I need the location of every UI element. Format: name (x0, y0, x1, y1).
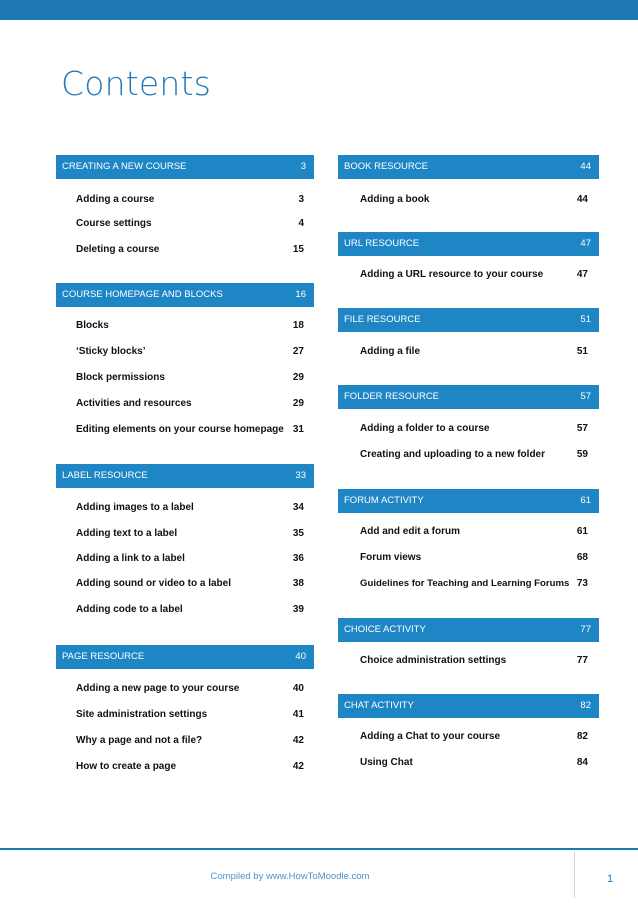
toc-entry[interactable] (56, 761, 314, 775)
toc-entry[interactable] (338, 423, 599, 437)
entry-label: Deleting a course (76, 244, 160, 255)
toc-entry[interactable] (56, 735, 314, 749)
toc-entry[interactable] (338, 655, 599, 669)
toc-entry[interactable] (56, 346, 314, 360)
toc-entry[interactable] (338, 346, 599, 360)
entry-label: Why a page and not a file? (76, 735, 203, 746)
entry-label: Site administration settings (76, 709, 208, 720)
entry-page: 15 (292, 244, 304, 255)
entry-label: Blocks (76, 320, 109, 331)
section-page: 61 (580, 495, 591, 506)
section-heading[interactable] (338, 694, 599, 718)
entry-page: 29 (292, 398, 304, 409)
entry-page: 31 (292, 424, 304, 435)
entry-label: Using Chat (360, 757, 413, 768)
section-title: CHOICE ACTIVITY (344, 624, 426, 635)
toc-entry[interactable] (56, 553, 314, 567)
footer-credit: Compiled by www.HowToMoodle.com (210, 871, 370, 882)
entry-label: Adding a new page to your course (76, 683, 240, 694)
section-heading[interactable] (338, 489, 599, 513)
section-page: 77 (580, 624, 591, 635)
entry-label: Adding a book (360, 194, 430, 205)
entry-page: 73 (576, 578, 588, 589)
toc-entry[interactable] (338, 194, 599, 208)
entry-label: Choice administration settings (360, 655, 507, 666)
section-title: FILE RESOURCE (344, 314, 421, 325)
toc-entry[interactable] (56, 398, 314, 412)
entry-page: 84 (576, 757, 588, 768)
entry-page: 34 (292, 502, 304, 513)
entry-label: Adding a Chat to your course (360, 731, 501, 742)
section-title: LABEL RESOURCE (62, 470, 148, 481)
entry-page: 40 (292, 683, 304, 694)
section-page: 44 (580, 161, 591, 172)
entry-page: 59 (576, 449, 588, 460)
entry-page: 51 (576, 346, 588, 357)
section-heading[interactable] (338, 618, 599, 642)
entry-page: 39 (292, 604, 304, 615)
entry-label: Course settings (76, 218, 152, 229)
entry-label: Forum views (360, 552, 422, 563)
section-title: COURSE HOMEPAGE AND BLOCKS (62, 289, 223, 300)
toc-entry[interactable] (56, 372, 314, 386)
footer-divider (574, 852, 575, 898)
entry-page: 57 (576, 423, 588, 434)
section-page: 3 (300, 161, 306, 172)
entry-label: Creating and uploading to a new folder (360, 449, 546, 460)
section-heading[interactable] (338, 385, 599, 409)
section-title: BOOK RESOURCE (344, 161, 428, 172)
toc-entry[interactable] (338, 526, 599, 540)
entry-label: Adding code to a label (76, 604, 183, 615)
entry-page: 18 (292, 320, 304, 331)
toc-entry[interactable] (56, 218, 314, 232)
entry-page: 41 (292, 709, 304, 720)
entry-label: Adding text to a label (76, 528, 178, 539)
entry-page: 27 (292, 346, 304, 357)
entry-page: 29 (292, 372, 304, 383)
entry-label: Editing elements on your course homepage (76, 424, 284, 435)
top-bar (0, 0, 638, 20)
section-heading[interactable] (338, 155, 599, 179)
entry-label: Adding sound or video to a label (76, 578, 232, 589)
section-page: 40 (295, 651, 306, 662)
section-heading[interactable] (338, 308, 599, 332)
entry-page: 4 (298, 218, 304, 229)
entry-label: Adding a course (76, 194, 155, 205)
entry-label: How to create a page (76, 761, 177, 772)
toc-entry[interactable] (56, 244, 314, 258)
entry-page: 38 (292, 578, 304, 589)
toc-entry[interactable] (338, 449, 599, 463)
section-page: 82 (580, 700, 591, 711)
toc-entry[interactable] (56, 424, 314, 438)
section-title: FORUM ACTIVITY (344, 495, 424, 506)
toc-entry[interactable] (56, 528, 314, 542)
entry-label: Adding images to a label (76, 502, 194, 513)
toc-entry[interactable] (56, 683, 314, 697)
entry-label: Block permissions (76, 372, 165, 383)
toc-entry[interactable] (56, 194, 314, 208)
section-page: 16 (295, 289, 306, 300)
section-title: PAGE RESOURCE (62, 651, 145, 662)
toc-entry[interactable] (338, 731, 599, 745)
entry-label: Add and edit a forum (360, 526, 460, 537)
toc-entry[interactable] (338, 552, 599, 566)
section-heading[interactable] (338, 232, 599, 256)
toc-entry[interactable] (56, 578, 314, 592)
entry-label: ‘Sticky blocks’ (76, 346, 146, 357)
entry-page: 35 (292, 528, 304, 539)
section-title: FOLDER RESOURCE (344, 391, 440, 402)
entry-page: 44 (576, 194, 588, 205)
entry-label: Guidelines for Teaching and Learning Forums (360, 578, 570, 589)
entry-label: Adding a URL resource to your course (360, 269, 544, 280)
toc-entry[interactable] (338, 269, 599, 283)
entry-label: Adding a file (360, 346, 420, 357)
entry-page: 36 (292, 553, 304, 564)
section-page: 47 (580, 238, 591, 249)
toc-entry[interactable] (338, 757, 599, 771)
footer-rule (0, 848, 638, 850)
section-heading[interactable] (56, 464, 314, 488)
toc-entry[interactable] (338, 578, 599, 592)
toc-entry[interactable] (56, 604, 314, 618)
page-number: 1 (607, 873, 614, 885)
entry-label: Activities and resources (76, 398, 192, 409)
entry-page: 68 (576, 552, 588, 563)
entry-page: 3 (298, 194, 304, 205)
toc-entry[interactable] (56, 320, 314, 334)
section-title: CHAT ACTIVITY (344, 700, 414, 711)
entry-page: 82 (576, 731, 588, 742)
section-title: CREATING A NEW COURSE (62, 161, 187, 172)
entry-page: 61 (576, 526, 588, 537)
section-heading[interactable] (56, 155, 314, 179)
section-page: 57 (580, 391, 591, 402)
section-heading[interactable] (56, 283, 314, 307)
toc-entry[interactable] (56, 709, 314, 723)
entry-page: 42 (292, 761, 304, 772)
section-title: URL RESOURCE (344, 238, 420, 249)
entry-label: Adding a folder to a course (360, 423, 490, 434)
toc-entry[interactable] (56, 502, 314, 516)
section-heading[interactable] (56, 645, 314, 669)
page-title: Contents (61, 64, 212, 103)
section-page: 33 (295, 470, 306, 481)
section-page: 51 (580, 314, 591, 325)
entry-page: 47 (576, 269, 588, 280)
entry-page: 77 (576, 655, 588, 666)
entry-page: 42 (292, 735, 304, 746)
entry-label: Adding a link to a label (76, 553, 185, 564)
